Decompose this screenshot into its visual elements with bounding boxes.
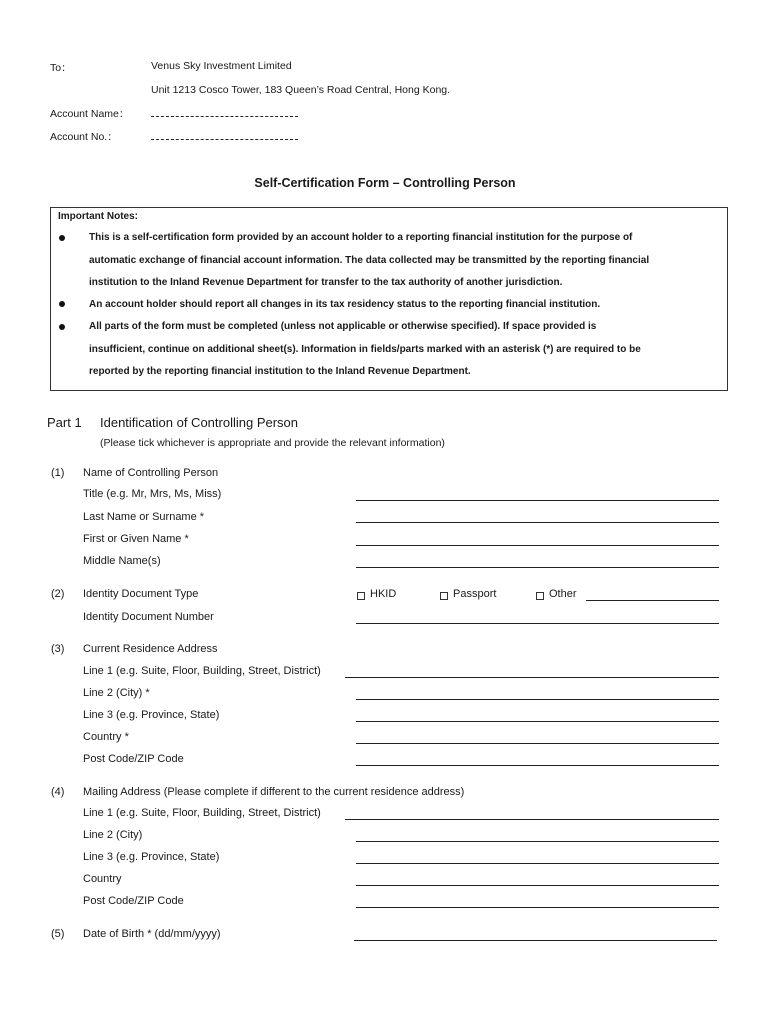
account-no-label: Account No.： (50, 131, 118, 143)
account-name-label: Account Name： (50, 108, 130, 120)
section-heading: Name of Controlling Person (83, 467, 219, 479)
bullet-icon (59, 235, 65, 241)
note-line: insufficient, continue on additional sheet(s). Information in fields/parts marked with an asterisk (*) are required to be (89, 344, 641, 355)
field-label: Line 2 (City) (83, 829, 143, 841)
checkbox-label: HKID (370, 588, 397, 600)
note-line: All parts of the form must be completed (unless not applicable or otherwise specified). If space provided is (89, 321, 597, 332)
mailing-postcode-field[interactable] (356, 907, 719, 908)
section-number: (2) (51, 588, 65, 600)
note-line: institution to the Inland Revenue Department for transfer to the tax authority of another jurisdiction. (89, 277, 563, 288)
field-label: Last Name or Surname * (83, 511, 205, 523)
field-label: First or Given Name * (83, 533, 189, 545)
middle-name-field[interactable] (356, 567, 719, 568)
residence-country-field[interactable] (356, 743, 719, 744)
residence-postcode-field[interactable] (356, 765, 719, 766)
given-name-field[interactable] (356, 545, 719, 546)
company-address: Unit 1213 Cosco Tower, 183 Queen’s Road Central, Hong Kong. (151, 84, 451, 96)
other-type-field[interactable] (586, 600, 719, 601)
account-name-field[interactable] (151, 116, 298, 117)
section-number: (5) (51, 928, 65, 940)
id-number-field[interactable] (356, 623, 719, 624)
company-name: Venus Sky Investment Limited (151, 60, 292, 72)
account-no-field[interactable] (151, 139, 298, 140)
section-heading: Identity Document Type (83, 588, 199, 600)
mailing-line1-field[interactable] (345, 819, 719, 820)
residence-line1-field[interactable] (345, 677, 719, 678)
checkbox-label: Other (549, 588, 577, 600)
section-number: (1) (51, 467, 65, 479)
section-heading: Mailing Address (Please complete if different to the current residence address) (83, 786, 465, 798)
field-label: Post Code/ZIP Code (83, 753, 184, 765)
surname-field[interactable] (356, 522, 719, 523)
bullet-icon (59, 301, 65, 307)
note-line: reported by the reporting financial institution to the Inland Revenue Department. (89, 366, 471, 377)
field-label: Identity Document Number (83, 611, 214, 623)
mailing-line2-field[interactable] (356, 841, 719, 842)
bullet-icon (59, 324, 65, 330)
field-label: Line 1 (e.g. Suite, Floor, Building, Street, District) (83, 665, 321, 677)
mailing-country-field[interactable] (356, 885, 719, 886)
field-label: Middle Name(s) (83, 555, 161, 567)
residence-line3-field[interactable] (356, 721, 719, 722)
date-of-birth-field[interactable] (354, 940, 717, 941)
form-title: Self-Certification Form – Controlling Person (254, 176, 516, 190)
mailing-line3-field[interactable] (356, 863, 719, 864)
section-heading: Current Residence Address (83, 643, 218, 655)
field-label: Country (83, 873, 122, 885)
section-number: (4) (51, 786, 65, 798)
field-label: Line 1 (e.g. Suite, Floor, Building, Street, District) (83, 807, 321, 819)
residence-line2-field[interactable] (356, 699, 719, 700)
section-heading: Date of Birth * (dd/mm/yyyy) (83, 928, 221, 940)
title-field[interactable] (356, 500, 719, 501)
checkbox-label: Passport (453, 588, 497, 600)
part-label: Part 1 (47, 415, 82, 430)
note-line: An account holder should report all changes in its tax residency status to the reporting financial institution. (89, 299, 601, 310)
field-label: Post Code/ZIP Code (83, 895, 184, 907)
other-checkbox[interactable] (536, 592, 544, 600)
notes-heading: Important Notes: (58, 211, 138, 222)
note-line: This is a self-certification form provided by an account holder to a reporting financial institution for the purpose of (89, 232, 633, 243)
hkid-checkbox[interactable] (357, 592, 365, 600)
note-line: automatic exchange of financial account information. The data collected may be transmitted by the reporting financial (89, 255, 650, 266)
field-label: Line 2 (City) * (83, 687, 150, 699)
part-title: Identification of Controlling Person (100, 415, 299, 430)
field-label: Line 3 (e.g. Province, State) (83, 709, 220, 721)
to-label: To： (50, 62, 72, 74)
field-label: Country * (83, 731, 129, 743)
field-label: Title (e.g. Mr, Mrs, Ms, Miss) (83, 488, 222, 500)
part-subtitle: (Please tick whichever is appropriate and provide the relevant information) (100, 437, 445, 449)
passport-checkbox[interactable] (440, 592, 448, 600)
section-number: (3) (51, 643, 65, 655)
field-label: Line 3 (e.g. Province, State) (83, 851, 220, 863)
